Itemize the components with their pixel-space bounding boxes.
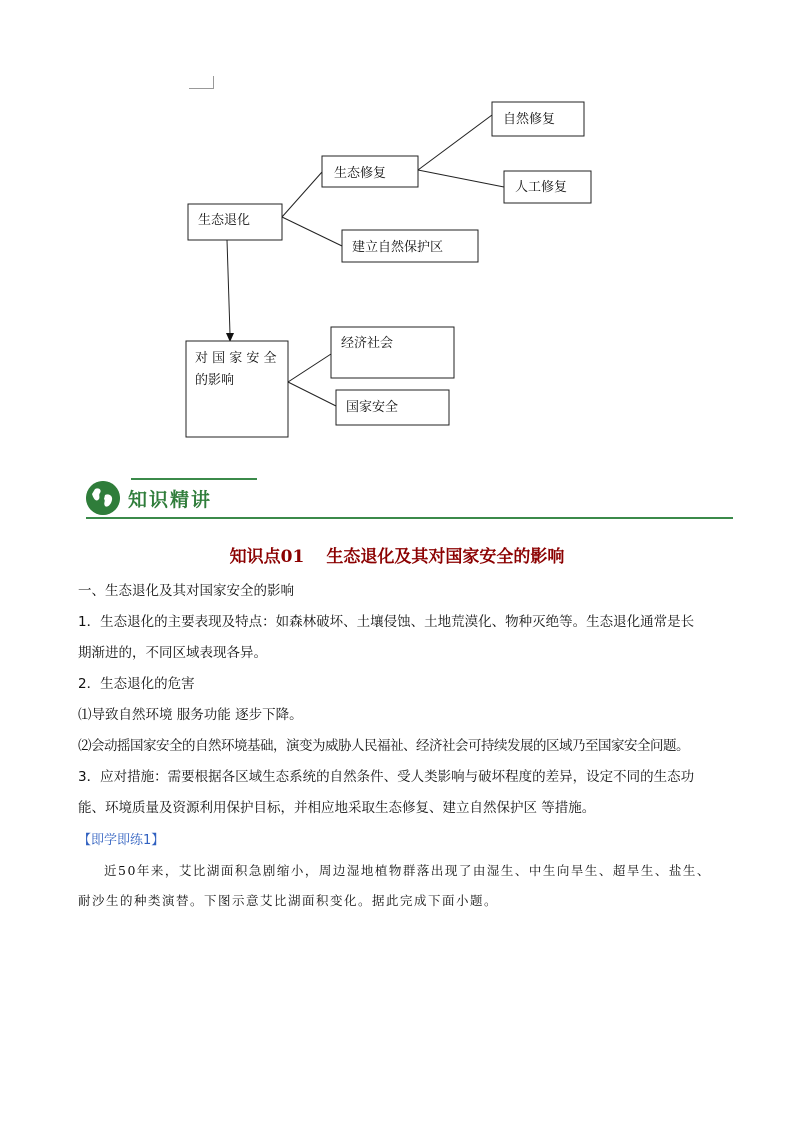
- edge-restoration-natural: [418, 115, 492, 170]
- edge-degradation-reserve: [282, 217, 342, 246]
- node-restoration-label: 生态修复: [334, 166, 387, 181]
- banner-title: 知识精讲: [128, 489, 213, 511]
- concept-diagram: [0, 0, 794, 460]
- globe-icon: [86, 481, 120, 515]
- node-artificial-restoration-label: 人工修复: [515, 180, 568, 195]
- exercise-label: 【即学即练1】: [78, 833, 165, 848]
- content-heading: 一、生态退化及其对国家安全的影响: [78, 583, 294, 599]
- item2-sub2: ⑵会动摇国家安全的自然环境基础，演变为威胁人民福祉、经济社会可持续发展的区域乃至国家安全问题。: [78, 738, 689, 754]
- item1-line2: 期渐进的，不同区域表现各异。: [78, 645, 267, 661]
- node-restoration: [322, 156, 418, 187]
- node-national-security-label: 国家安全: [346, 400, 399, 415]
- node-national-security-impact: [186, 341, 288, 437]
- edge-impact-security: [288, 382, 336, 406]
- node-natural-restoration-label: 自然修复: [503, 112, 556, 127]
- arrow-degradation-impact: [227, 240, 230, 334]
- node-nature-reserve-label: 建立自然保护区: [352, 240, 444, 255]
- exercise-passage: [78, 856, 718, 916]
- item2-heading: 2．生态退化的危害: [78, 676, 195, 692]
- node-economy-society-label: 经济社会: [341, 336, 394, 351]
- edge-degradation-restoration: [282, 172, 322, 217]
- item3-line1: 3．应对措施：需要根据各区域生态系统的自然条件、受人类影响与破坏程度的差异，设定不同的生态功: [78, 769, 695, 785]
- banner-top-rule: [131, 478, 257, 480]
- node-economy-society: [331, 327, 454, 378]
- node-degradation: [188, 204, 282, 240]
- node-impact-label-line2: 的影响: [195, 373, 235, 388]
- banner-bottom-rule: [86, 517, 733, 519]
- knowledge-point-title: [0, 542, 794, 567]
- knowledge-point-number: 知识点01: [229, 547, 305, 567]
- edge-impact-economy: [288, 354, 331, 382]
- content-body: [78, 576, 728, 824]
- passage-line2: 耐沙生的种类演替。下图示意艾比湖面积变化。据此完成下面小题。: [78, 893, 499, 908]
- section-banner: [86, 476, 733, 518]
- knowledge-point-heading: 生态退化及其对国家安全的影响: [326, 547, 565, 567]
- node-degradation-label: 生态退化: [198, 213, 251, 228]
- node-nature-reserve: [342, 230, 478, 262]
- item1-line1: 1．生态退化的主要表现及特点：如森林破坏、土壤侵蚀、土地荒漠化、物种灭绝等。生态退化通常是长: [78, 614, 695, 630]
- item3-line2: 能、环境质量及资源利用保护目标，并相应地采取生态修复、建立自然保护区 等措施。: [78, 800, 596, 816]
- item2-sub1: ⑴导致自然环境 服务功能 逐步下降。: [78, 707, 303, 723]
- passage-line1: 近50年来，艾比湖面积急剧缩小，周边湿地植物群落出现了由湿生、中生向旱生、超旱生、盐生、: [104, 863, 711, 878]
- node-natural-restoration: [492, 102, 584, 136]
- edge-restoration-artificial: [418, 170, 504, 187]
- node-impact-label-line1: 对 国 家 安 全: [195, 351, 277, 366]
- node-artificial-restoration: [504, 171, 591, 203]
- node-national-security: [336, 390, 449, 425]
